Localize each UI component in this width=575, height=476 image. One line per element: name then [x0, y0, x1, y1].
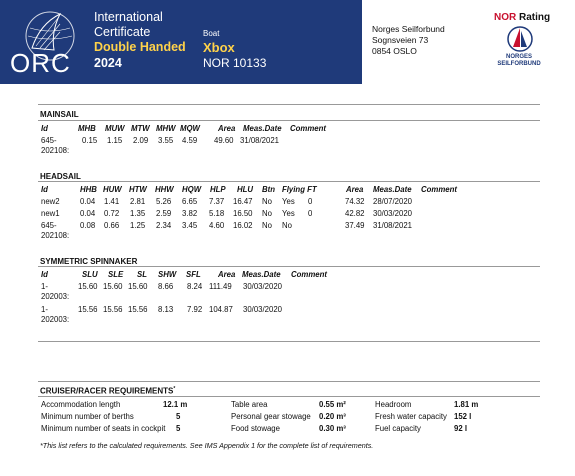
table-cell: 4.59 — [182, 136, 198, 145]
col-header: SLU — [82, 270, 98, 279]
table-cell: 74.32 — [345, 197, 365, 206]
table-cell: 104.87 — [209, 305, 233, 314]
nsf-sail-logo-icon — [505, 25, 535, 53]
table-cell: 5.26 — [156, 197, 172, 206]
mainsail-title: MAINSAIL — [40, 110, 79, 119]
headsail-title: HEADSAIL — [40, 172, 81, 181]
table-cell: 5.18 — [209, 209, 225, 218]
table-cell: 2.59 — [156, 209, 172, 218]
table-cell: 4.60 — [209, 221, 225, 230]
table-cell: 31/08/2021 — [373, 221, 413, 230]
req-value: 0.55 m² — [319, 400, 346, 409]
col-header: Area — [218, 270, 236, 279]
table-cell: 16.50 — [233, 209, 253, 218]
table-cell: 8.24 — [187, 282, 203, 291]
federation-address — [372, 24, 445, 57]
table-cell: 0.04 — [80, 197, 96, 206]
spinnaker-title: SYMMETRIC SPINNAKER — [40, 257, 138, 266]
col-header: HLU — [237, 185, 254, 194]
col-header: SHW — [158, 270, 177, 279]
table-cell: 49.60 — [214, 136, 234, 145]
col-header: SLE — [108, 270, 124, 279]
table-cell: 31/08/2021 — [240, 136, 280, 145]
header-banner — [0, 0, 362, 84]
orc-logo-text: ORC — [10, 48, 71, 78]
col-header: MHB — [78, 124, 96, 133]
req-label: Table area — [231, 400, 268, 409]
req-label: Minimum number of seats in cockpit — [41, 424, 166, 433]
table-cell: 1.41 — [104, 197, 120, 206]
table-cell: 1.15 — [107, 136, 123, 145]
table-cell: 15.56 — [103, 305, 123, 314]
certificate-header — [0, 0, 575, 92]
table-cell: 645- — [41, 136, 57, 145]
divider — [38, 266, 540, 267]
table-cell: 30/03/2020 — [243, 305, 283, 314]
table-cell: 202003: — [41, 292, 70, 301]
col-header: Comment — [290, 124, 326, 133]
divider — [38, 341, 540, 342]
col-header: Flying FT — [282, 185, 317, 194]
table-cell: 0.15 — [82, 136, 98, 145]
requirements-title — [40, 386, 175, 396]
divider — [38, 120, 540, 121]
table-cell: 16.02 — [233, 221, 253, 230]
req-label: Minimum number of berths — [41, 412, 134, 421]
req-label: Fresh water capacity — [375, 412, 447, 421]
footnote-mark: * — [173, 386, 176, 392]
table-cell: 15.60 — [78, 282, 98, 291]
table-cell: 0.72 — [104, 209, 120, 218]
nsf-name-line: SEILFORBUND — [497, 61, 541, 67]
col-header: HHW — [155, 185, 174, 194]
col-header: HTW — [129, 185, 147, 194]
address-line: Norges Seilforbund — [372, 24, 445, 34]
table-cell: 15.60 — [128, 282, 148, 291]
col-header: HLP — [210, 185, 226, 194]
req-value: 5 — [176, 412, 181, 421]
table-cell: 42.82 — [345, 209, 365, 218]
col-header: MTW — [131, 124, 150, 133]
col-header: HUW — [103, 185, 122, 194]
table-cell: 15.56 — [128, 305, 148, 314]
rating-suffix: Rating — [519, 12, 551, 23]
divider — [38, 396, 540, 397]
col-header: Area — [218, 124, 236, 133]
table-cell: new2 — [41, 197, 60, 206]
cert-year: 2024 — [94, 56, 122, 70]
req-label: Headroom — [375, 400, 412, 409]
col-header: Area — [346, 185, 364, 194]
cert-type: Double Handed — [94, 40, 186, 54]
col-header: MQW — [180, 124, 200, 133]
table-cell: 30/03/2020 — [243, 282, 283, 291]
cert-title-line2: Certificate — [94, 25, 151, 39]
col-header: SL — [137, 270, 147, 279]
col-header: HHB — [80, 185, 97, 194]
req-label: Accommodation length — [41, 400, 121, 409]
table-cell: new1 — [41, 209, 60, 218]
col-header: Meas.Date — [242, 270, 281, 279]
table-cell: No — [262, 197, 272, 206]
table-cell: 3.55 — [158, 136, 174, 145]
table-cell: 3.82 — [182, 209, 198, 218]
table-cell: Yes — [282, 209, 295, 218]
table-cell: 7.37 — [209, 197, 225, 206]
col-header: Comment — [291, 270, 327, 279]
table-cell: 1- — [41, 282, 48, 291]
table-cell: 15.60 — [103, 282, 123, 291]
divider — [38, 104, 540, 105]
table-cell: 2.09 — [133, 136, 149, 145]
table-cell: 0.66 — [104, 221, 120, 230]
req-value: 92 l — [454, 424, 468, 433]
table-cell: 15.56 — [78, 305, 98, 314]
table-cell: 37.49 — [345, 221, 365, 230]
req-value: 12.1 m — [163, 400, 188, 409]
table-cell: 645- — [41, 221, 57, 230]
table-cell: No — [282, 221, 292, 230]
divider — [38, 381, 540, 382]
table-cell: 8.13 — [158, 305, 174, 314]
col-header: Meas.Date — [243, 124, 282, 133]
table-cell: 8.66 — [158, 282, 174, 291]
sail-number: NOR 10133 — [203, 56, 267, 70]
requirements-title-text: CRUISER/RACER REQUIREMENTS — [40, 386, 174, 396]
boat-name: Xbox — [203, 40, 235, 55]
req-value: 0.30 m³ — [319, 424, 346, 433]
table-cell: 0.04 — [80, 209, 96, 218]
table-cell: 0.08 — [80, 221, 96, 230]
table-cell: No — [262, 209, 272, 218]
boat-label: Boat — [203, 29, 220, 38]
req-value: 1.81 m — [454, 400, 479, 409]
table-cell: Yes — [282, 197, 295, 206]
req-value: 5 — [176, 424, 181, 433]
col-header: SFL — [186, 270, 201, 279]
col-header: Id — [41, 270, 48, 279]
table-cell: 30/03/2020 — [373, 209, 413, 218]
req-value: 0.20 m³ — [319, 412, 346, 421]
divider — [38, 181, 540, 182]
address-line: 0854 OSLO — [372, 46, 417, 56]
req-value: 152 l — [454, 412, 472, 421]
col-header: Comment — [421, 185, 457, 194]
table-cell: 6.65 — [182, 197, 198, 206]
nsf-name — [490, 54, 548, 68]
table-cell: 1- — [41, 305, 48, 314]
col-header: HQW — [182, 185, 202, 194]
table-cell: 202108: — [41, 146, 70, 155]
address-line: Sognsveien 73 — [372, 35, 429, 45]
table-cell: 3.45 — [182, 221, 198, 230]
requirements-footnote: *This list refers to the calculated requirements. See IMS Appendix 1 for the complete list of requirements. — [40, 441, 374, 450]
col-header: MUW — [105, 124, 125, 133]
nor-rating-logo — [494, 12, 550, 23]
req-label: Food stowage — [231, 424, 280, 433]
table-cell: 2.81 — [130, 197, 146, 206]
table-cell: 0 — [308, 197, 313, 206]
table-cell: 1.25 — [130, 221, 146, 230]
table-cell: 28/07/2020 — [373, 197, 413, 206]
table-cell: 202003: — [41, 315, 70, 324]
table-cell: 111.49 — [209, 282, 232, 291]
col-header: Meas.Date — [373, 185, 412, 194]
nsf-name-line: NORGES — [505, 54, 532, 60]
req-label: Fuel capacity — [375, 424, 421, 433]
cert-title-line1: International — [94, 10, 163, 24]
table-cell: 2.34 — [156, 221, 172, 230]
table-cell: No — [262, 221, 272, 230]
col-header: MHW — [156, 124, 176, 133]
table-cell: 16.47 — [233, 197, 253, 206]
table-cell: 202108: — [41, 231, 70, 240]
table-cell: 1.35 — [130, 209, 146, 218]
col-header: Btn — [262, 185, 275, 194]
table-cell: 0 — [308, 209, 313, 218]
col-header: Id — [41, 124, 48, 133]
table-cell: 7.92 — [187, 305, 203, 314]
req-label: Personal gear stowage — [231, 412, 311, 421]
rating-prefix: NOR — [494, 12, 517, 23]
col-header: Id — [41, 185, 48, 194]
